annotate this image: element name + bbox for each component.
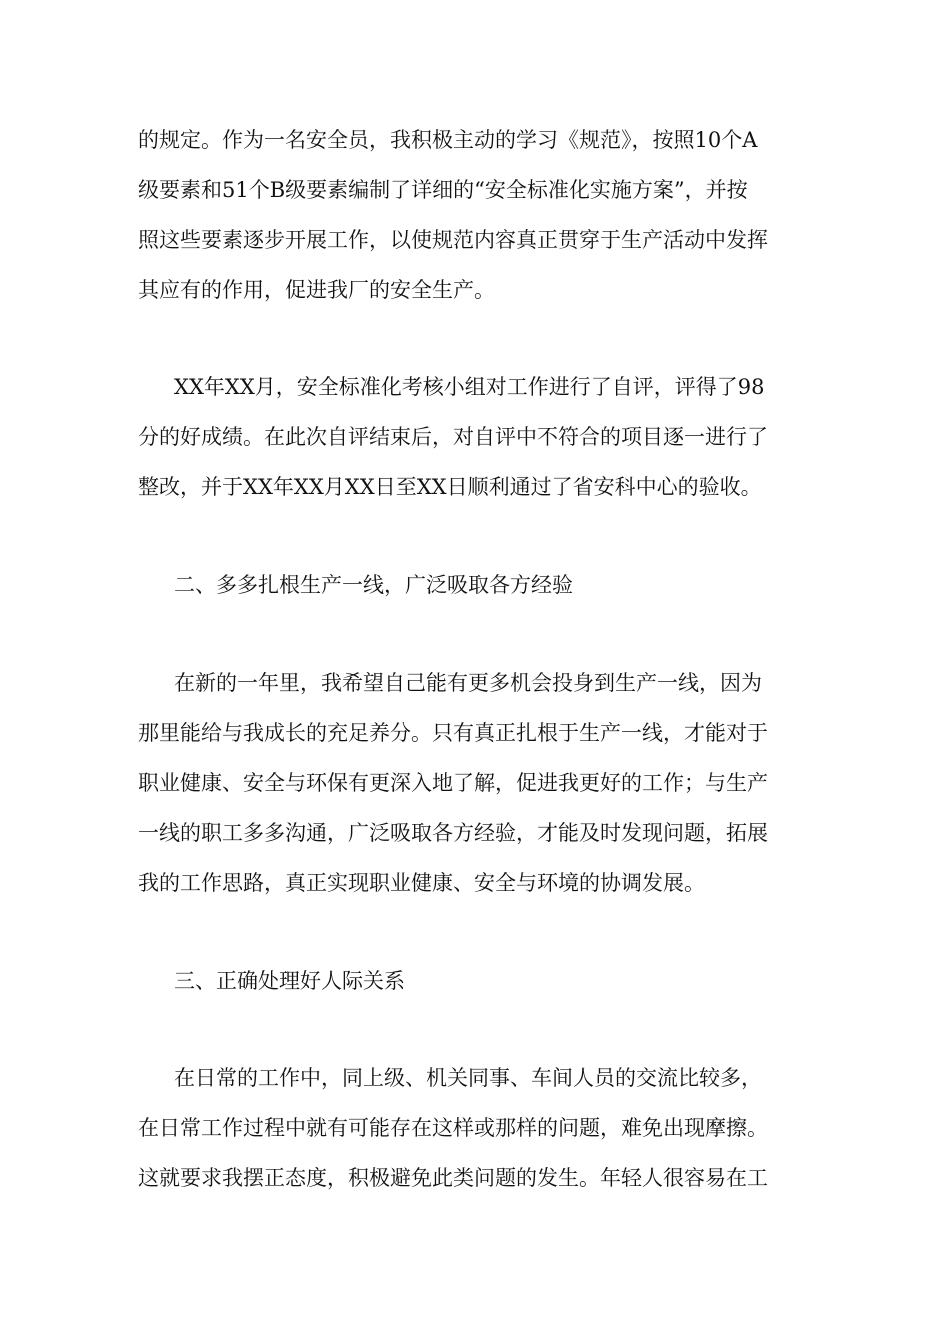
paragraph-line: 分的好成绩。在此次自评结束后，对自评中不符合的项目逐一进行了 bbox=[138, 425, 768, 449]
paragraph-line: 在日常工作过程中就有可能存在这样或那样的问题，难免出现摩擦。 bbox=[138, 1116, 768, 1140]
paragraph-line: 一线的职工多多沟通，广泛吸取各方经验，才能及时发现问题，拓展 bbox=[138, 821, 768, 845]
paragraph-line: 在日常的工作中，同上级、机关同事、车间人员的交流比较多， bbox=[174, 1066, 762, 1090]
paragraph-line: 整改，并于XX年XX月XX日至XX日顺利通过了省安科中心的验收。 bbox=[138, 475, 762, 499]
paragraph-line: 其应有的作用，促进我厂的安全生产。 bbox=[138, 278, 495, 302]
paragraph-line: 的规定。作为一名安全员，我积极主动的学习《规范》，按照10个A bbox=[138, 128, 758, 152]
paragraph-line: XX年XX月，安全标准化考核小组对工作进行了自评，评得了98 bbox=[174, 375, 765, 399]
paragraph-line: 那里能给与我成长的充足养分。只有真正扎根于生产一线，才能对于 bbox=[138, 721, 768, 745]
paragraph-line: 照这些要素逐步开展工作，以使规范内容真正贯穿于生产活动中发挥 bbox=[138, 228, 768, 252]
paragraph-line: 职业健康、安全与环保有更深入地了解，促进我更好的工作；与生产 bbox=[138, 771, 768, 795]
paragraph-line: 我的工作思路，真正实现职业健康、安全与环境的协调发展。 bbox=[138, 871, 705, 895]
paragraph-line: 这就要求我摆正态度，积极避免此类问题的发生。年轻人很容易在工 bbox=[138, 1166, 768, 1190]
paragraph-line: 级要素和51个B级要素编制了详细的“安全标准化实施方案”，并按 bbox=[138, 178, 748, 202]
paragraph-line: 在新的一年里，我希望自己能有更多机会投身到生产一线，因为 bbox=[174, 671, 762, 695]
section-heading: 三、正确处理好人际关系 bbox=[174, 969, 405, 993]
section-heading: 二、多多扎根生产一线，广泛吸取各方经验 bbox=[174, 573, 573, 597]
